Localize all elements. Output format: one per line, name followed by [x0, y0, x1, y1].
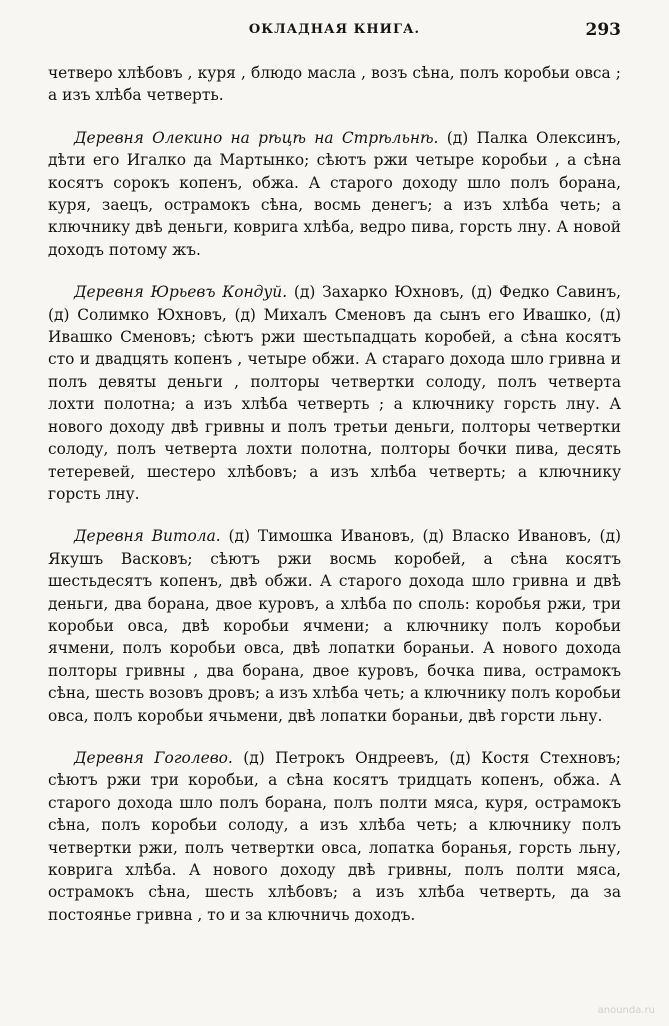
- village-name: Деревня Витола.: [74, 527, 221, 546]
- paragraph-text: четверо хлѣбовъ , куря , блюдо масла , возъ сѣна, полъ коробьи овса ; а изъ хлѣба четверть.: [48, 64, 621, 105]
- watermark: anounda.ru: [597, 1005, 655, 1016]
- village-name: Деревня Юрьевъ Кондуй.: [74, 283, 288, 302]
- page-number: 293: [585, 20, 621, 40]
- paragraph-vitola: [48, 525, 621, 727]
- paragraph-continuation: [48, 62, 621, 107]
- paragraph-yuryev-konduy: [48, 281, 621, 505]
- paragraph-text: (д) Палка Олексинъ, дѣти его Игалко да Мартынко; сѣютъ ржи четыре коробьи , а сѣна косятъ сорокъ копенъ, обжа. А старого доходу шло полъ борана, куря, заецъ, острамокъ сѣна, восмь денегъ; а изъ хлѣба четь; а ключнику двѣ деньги, коврига хлѣба, ведро пива, горсть лну. А новой доходъ потому жъ.: [48, 128, 621, 259]
- village-name: Деревня Гоголево.: [74, 748, 233, 767]
- paragraph-text: (д) Петрокъ Ондреевъ, (д) Костя Стехновъ; сѣютъ ржи три коробьи, а сѣна косятъ тридцать копенъ, обжа. А старого дохода шло полъ борана, полъ полти мяса, куря, острамокъ сѣна, полъ коробьи солоду, а изъ хлѣба четь; а ключнику полъ четвертки ржи, полъ четвертки овса, лопатка боранья, горсть льну, коврига хлѣба. А нового доходу двѣ гривны, полъ полти мяса, острамокъ сѣна, шесть хлѣбовъ; а изъ хлѣба четверть, да за постоянье гривна , то и за ключничь доходъ.: [48, 748, 621, 924]
- page-body: [48, 62, 621, 946]
- page-header: [48, 22, 621, 44]
- paragraph-gogolevo: [48, 747, 621, 926]
- paragraph-text: (д) Тимошка Ивановъ, (д) Власко Ивановъ, (д) Якушъ Васковъ; сѣютъ ржи восмь коробей, а сѣна косятъ шестьдесятъ копенъ, двѣ обжи. А старого дохода шло гривна и двѣ деньги, два борана, двое куровъ, а хлѣба по споль: коробья ржи, три коробьи овса, двѣ коробьи ячмени; а ключнику полъ коробьи ячмени, полъ коробьи овса, двѣ лопатки бораньи. А нового дохода полторы гривны , два борана, двое куровъ, бочка пива, острамокъ сѣна, шесть возовъ дровъ; а изъ хлѣба четь; а ключнику полъ коробьи овса, полъ коробьи ячьмени, двѣ лопатки бораньи, двѣ горсти льну.: [48, 527, 621, 725]
- running-head: ОКЛАДНАЯ КНИГА.: [248, 22, 421, 37]
- village-name: Деревня Олекино на рѣцѣ на Стрѣльнѣ.: [74, 128, 439, 147]
- paragraph-olekino: [48, 127, 621, 261]
- paragraph-text: (д) Захарко Юхновъ, (д) Федко Савинъ, (д) Солимко Юхновъ, (д) Михалъ Сменовъ да сынъ его Ивашко, (д) Ивашко Сменовъ; сѣютъ ржи шестьпадцать коробей, а сѣна косятъ сто и двадцять копенъ , четыре обжи. А стараго дохода шло гривна и полъ девяты деньги , полторы четвертки солоду, полъ четверта лохти полотна; а изъ хлѣба четверть ; а ключнику горсть лну. А нового доходу двѣ гривны и полъ третьи деньги, полторы четвертки солоду, полъ четверта лохти полотна, полторы бочки пива, десять тетеревей, шестеро хлѣбовъ; а изъ хлѣба четверть; а ключнику горсть лну.: [48, 283, 622, 503]
